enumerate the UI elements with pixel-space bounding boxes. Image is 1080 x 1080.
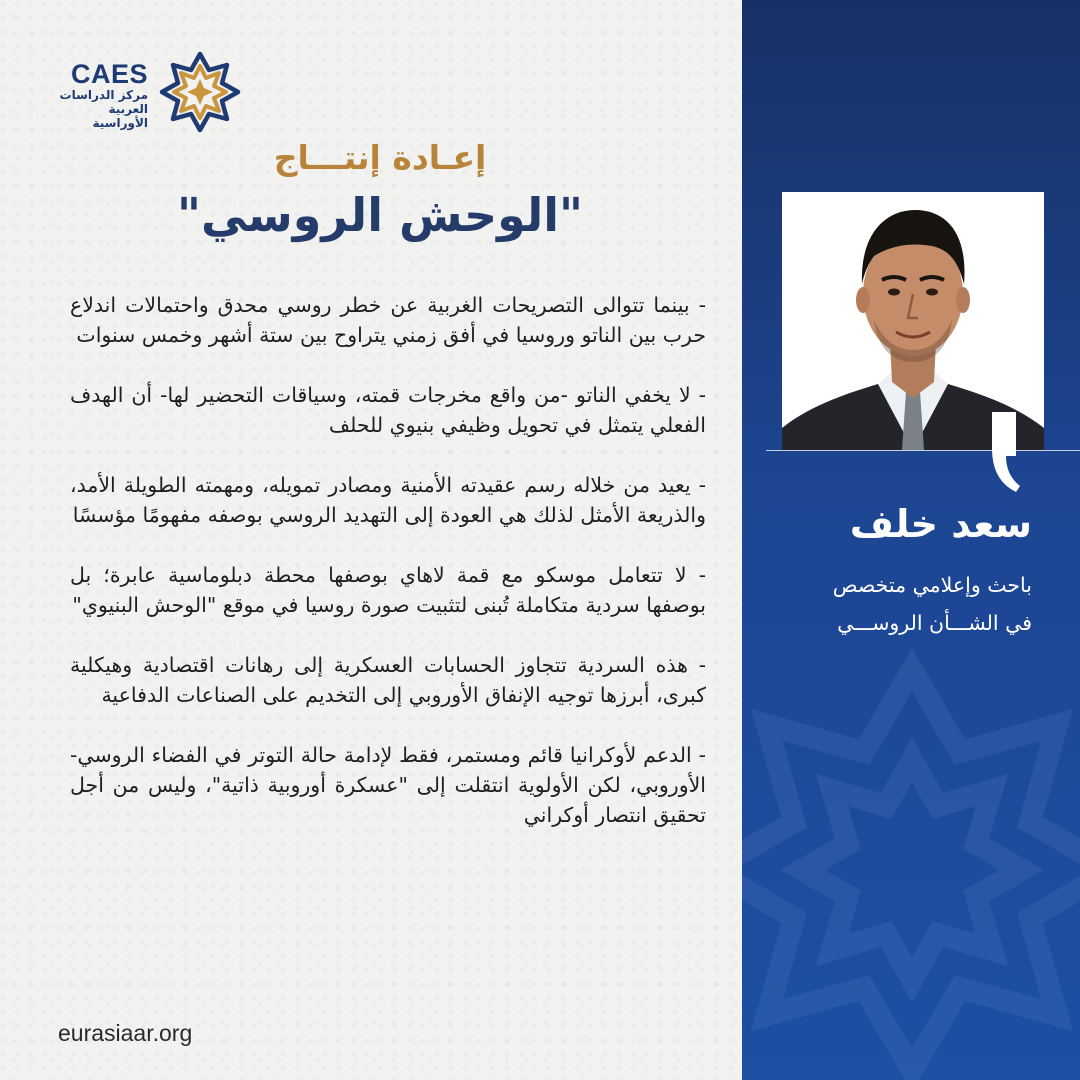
author-role-line-2: في الشـــأن الروســـي — [837, 611, 1032, 635]
paragraph-2: - لا يخفي الناتو -من واقع مخرجات قمته، وسياقات التحضير لها- أن الهدف الفعلي يتمثل في تحويل وظيفي بنيوي للحلف — [70, 383, 706, 437]
author-role-line-1: باحث وإعلامي متخصص — [832, 573, 1032, 597]
paragraph-3: - يعيد من خلاله رسم عقيدته الأمنية ومصادر تمويله، ومهمته الطويلة الأمد، والذريعة الأمثل لذلك هي العودة إلى التهديد الروسي بوصفه مفهومًا مؤسسًا — [70, 473, 706, 527]
website-url: eurasiaar.org — [58, 1020, 193, 1046]
quote-icon — [930, 408, 1026, 494]
paragraph-6: - الدعم لأوكرانيا قائم ومستمر، فقط لإدامة حالة التوتر في الفضاء الروسي- الأوروبي، لكن الأولوية انتقلت إلى "عسكرة أوروبية ذاتية"، وليس من أجل تحقيق انتصار أوكراني — [70, 743, 706, 827]
logo-line-2: العربية الأوراسية — [92, 102, 148, 130]
subtitle: إعـادة إنتـــاج — [273, 138, 487, 177]
page-title: "الوحش الروسي" — [176, 188, 584, 242]
divider-line — [766, 450, 1080, 451]
caes-star-logo-icon — [156, 48, 244, 136]
article-paragraphs — [70, 290, 706, 860]
author-role — [760, 566, 1032, 642]
logo-text — [56, 60, 148, 130]
logo-abbr: CAES — [70, 59, 148, 89]
paragraph-5: - هذه السردية تتجاوز الحسابات العسكرية إلى رهانات اقتصادية وهيكلية كبرى، أبرزها توجيه الإنفاق الأوروبي إلى التخديم على الصناعات الدفاعية — [70, 653, 706, 707]
logo-line-1: مركز الدراسات — [59, 88, 148, 102]
caes-logo — [56, 48, 248, 128]
panel-decoration — [742, 620, 1080, 1080]
author-name: سعد خلف — [849, 502, 1032, 546]
paragraph-1: - بينما تتوالى التصريحات الغربية عن خطر روسي محدق واحتمالات اندلاع حرب بين الناتو وروسيا في أفق زمني يتراوح بين ستة أشهر وخمس سنوات — [70, 293, 706, 347]
paragraph-4: - لا تتعامل موسكو مع قمة لاهاي بوصفها محطة دبلوماسية عابرة؛ بل بوصفها سردية متكاملة تُبنى لتثبيت صورة روسيا في موقع "الوحش البنيوي" — [70, 563, 706, 617]
